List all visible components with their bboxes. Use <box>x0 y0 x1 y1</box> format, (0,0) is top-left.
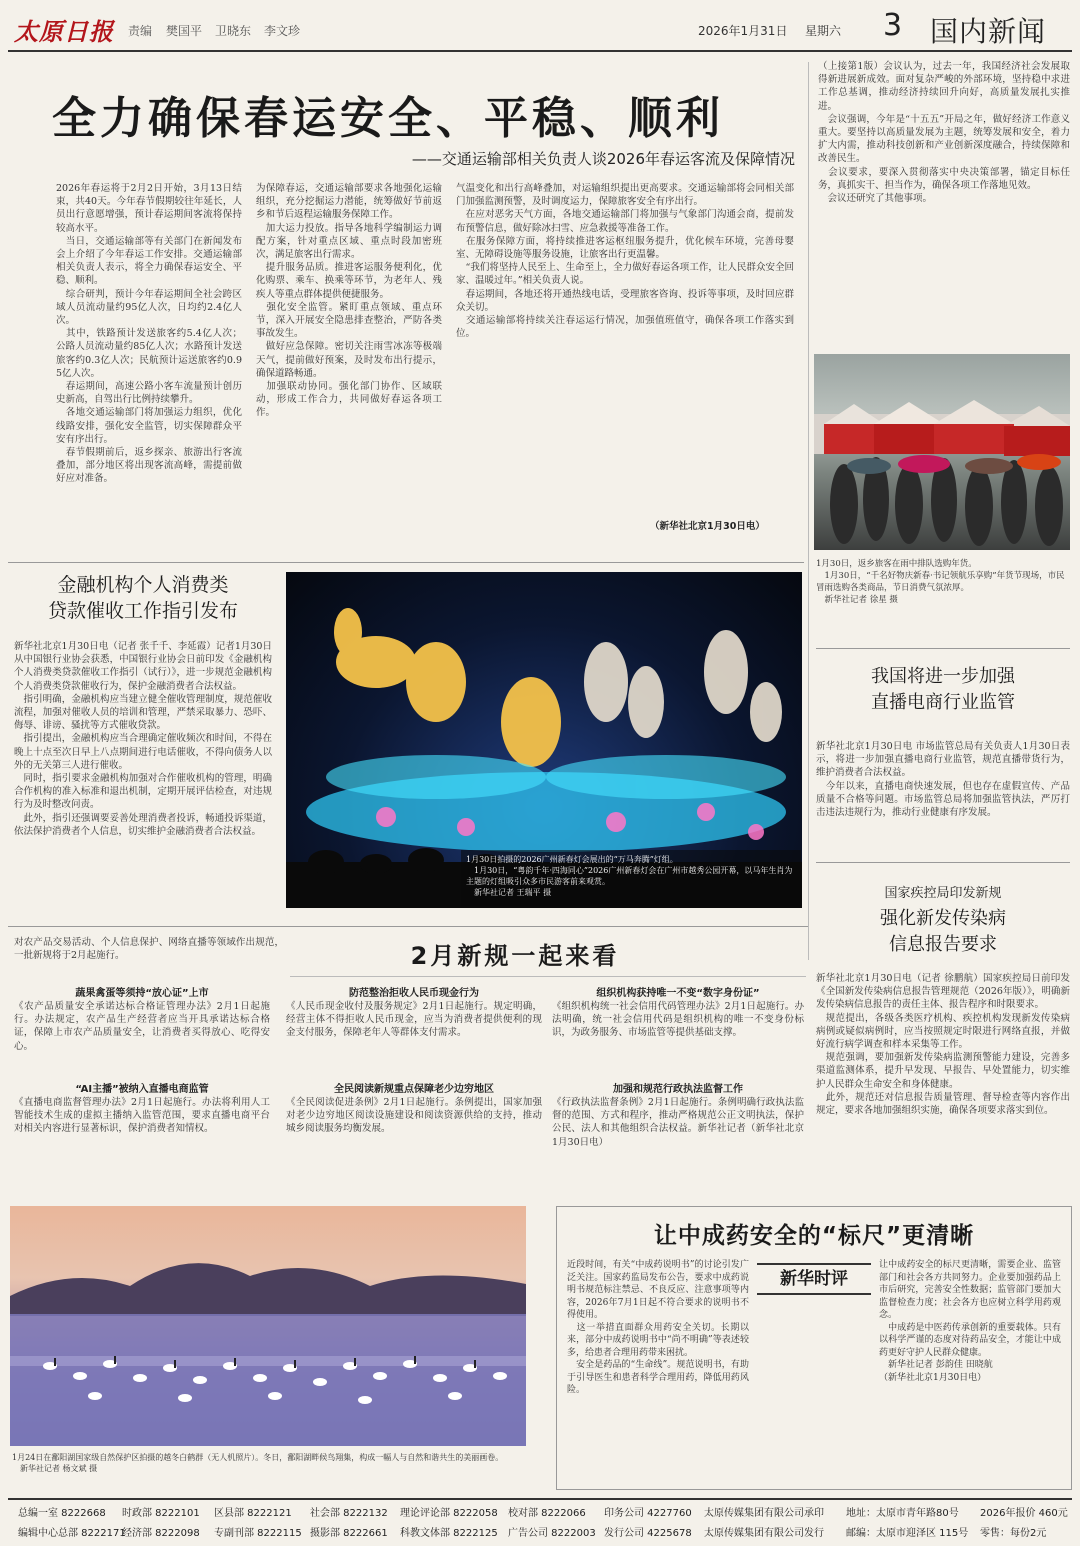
rule-body: 《行政执法监督条例》2月1日起施行。条例明确行政执法监督的范围、方式和程序，推动严格规范公正文明执法，保护公民、法人和其他组织合法权益。新华社记者（新华社北京1月30日电） <box>552 1097 804 1148</box>
issue-weekday: 星期六 <box>805 24 842 38</box>
section-rule <box>8 562 804 563</box>
lead-column: 为保障春运，交通运输部要求各地强化运输组织，充分挖掘运力潜能，统筹做好节前返乡和节后返程运输服务保障工作。 加大运力投放。指导各地科学编制运力调配方案，针对重点区域、重点时段加密班次，满足旅客出行需求。 提升服务品质。推进客运服务便利化，优化购票、乘车、换乘等环节，为老年人、残疾人等重点群体提供便捷服务。 强化安全监管。紧盯重点领域、重点环节，深入开展安全隐患排查整治，严防各类事故发生。 做好应急保障。密切关注雨雪冰冻等极端天气，提前做好预案，及时发布出行提示，确保道路畅通。 加强联动协同。强化部门协作、区域联动，形成工作合力，共同做好春运各项工作。 <box>256 183 442 419</box>
footer-cell: 时政部 8222101 <box>122 1508 200 1519</box>
footer-cell: 区县部 8222121 <box>214 1508 292 1519</box>
editor-name: 李文珍 <box>264 24 301 38</box>
finance-headline: 金融机构个人消费类 贷款催收工作指引发布 <box>47 574 238 622</box>
lead-headline: 全力确保春运安全、平稳、顺利 <box>52 93 724 144</box>
editor-name: 卫晓东 <box>215 24 252 38</box>
photo-illustration <box>10 1206 526 1446</box>
lantern-photo-caption: 1月30日拍摄的2026广州新春灯会展出的“万马奔腾”灯组。 1月30日，“粤韵千年·四海同心”2026广州新春灯会在广州市越秀公园开幕，以马年生肖为主题的灯组吸引众多市民游客前来观赏。 新华社记者 王瑞平 摄 <box>466 855 793 897</box>
commentary-headline: 让中成药安全的“标尺”更清晰 <box>653 1223 975 1249</box>
photo-illustration <box>814 354 1070 550</box>
section-rule <box>816 862 1070 863</box>
commentary-column: 近段时间，有关“中成药说明书”的讨论引发广泛关注。国家药监局发布公告，要求中成药说明书规范标注禁忌、不良反应、注意事项等内容，2026年7月1日起不符合要求的说明书不得使用。 这一举措直面群众用药安全关切。长期以来，部分中成药说明书中“尚不明确”等表述较多，给患者合理用药带来困扰。 安全是药品的“生命线”。规范说明书，有助于引导医生和患者科学合理用药，降低用药风险。 <box>567 1260 749 1395</box>
commentary-tag: 新华时评 <box>757 1263 871 1295</box>
new-rules-headline: 2月新规一起来看 <box>410 942 620 970</box>
newspaper-logo: 太原日报 <box>14 17 114 46</box>
rule-subhead: 防范整治拒收人民币现金行为 <box>349 988 479 999</box>
rule-subhead: 全民阅读新规重点保障老少边穷地区 <box>334 1084 494 1095</box>
rule-body: 《全民阅读促进条例》2月1日起施行。条例提出，国家加强对老少边穷地区阅读设施建设和阅读资源供给的支持，推动城乡阅读服务均衡发展。 <box>286 1097 542 1135</box>
section-rule <box>290 976 806 977</box>
column-divider <box>808 62 809 960</box>
lantern-festival-photo <box>286 572 802 908</box>
lead-subheadline: ——交通运输部相关负责人谈2026年春运客流及保障情况 <box>411 150 795 168</box>
disease-kicker: 国家疾控局印发新规 <box>884 886 1002 901</box>
livestream-headline: 我国将进一步加强 直播电商行业监管 <box>871 666 1015 713</box>
footer-cell: 邮编：太原市迎泽区 115号 <box>846 1528 969 1539</box>
section-rule <box>816 648 1070 649</box>
commentary-column: 让中成药安全的标尺更清晰，需要企业、监管部门和社会各方共同努力。企业要加强药品上市后研究，完善安全性数据；监管部门要加大监督检查力度；社会各方也应树立科学用药观念。 中成药是中医药传承创新的重要载体。只有以科学严谨的态度对待药品安全，才能让中成药更好守护人民群众健康。 新华社记者 彭韵佳 田晓航 （新华社北京1月30日电） <box>879 1260 1061 1383</box>
rule-subhead: 蔬果禽蛋等须持“放心证”上市 <box>75 988 209 999</box>
finance-body: 新华社北京1月30日电（记者 张千千、李延霞）记者1月30日从中国银行业协会获悉，中国银行业协会日前印发《金融机构个人消费类贷款催收工作指引（试行）》，进一步规范金融机构个人消费类贷款催收行为，保护金融消费者合法权益。 指引明确，金融机构应当建立健全催收管理制度，规范催收流程，加强对催收人员的培训和管理，严禁采取暴力、恐吓、侮辱、诽谤、骚扰等方式催收贷款。 指引提出，金融机构应当合理确定催收频次和时间，不得在晚上十点至次日早上八点期间进行电话催收，不得向债务人以外的无关第三人进行催收。 同时，指引要求金融机构加强对合作催收机构的管理，明确合作机构的准入标准和退出机制，定期开展评估检查，对违规行为及时整改问责。 此外，指引还强调要妥善处理消费者投诉，畅通投诉渠道，依法保护消费者个人信息，切实维护金融消费者合法权益。 <box>14 641 272 837</box>
lead-column: 气温变化和出行高峰叠加，对运输组织提出更高要求。交通运输部将会同相关部门加强监测预警，及时调度运力，保障旅客安全有序出行。 在应对恶劣天气方面，各地交通运输部门将加强与气象部门沟通会商，提前发布预警信息，做好除冰扫雪、应急救援等准备工作。 在服务保障方面，将持续推进客运枢纽服务提升，优化候车环境，完善母婴室、无障碍设施等服务设施，让旅客出行更温馨。 “我们将坚持人民至上、生命至上，全力做好春运各项工作，让人民群众安全回家、温暖过年。”相关负责人说。 春运期间，各地还将开通热线电话，受理旅客咨询、投诉等事项，及时回应群众关切。 交通运输部将持续关注春运运行情况，加强值班值守，确保各项工作落实到位。 <box>456 183 794 340</box>
section-rule <box>8 926 808 927</box>
issue-date: 2026年1月31日 <box>698 24 788 38</box>
disease-headline: 强化新发传染病 信息报告要求 <box>880 908 1006 955</box>
rule-body: 《组织机构统一社会信用代码管理办法》2月1日起施行。办法明确，统一社会信用代码是组织机构的唯一不变身份标识，为政务服务、市场监管等提供基础支撑。 <box>552 1001 804 1039</box>
disease-body: 新华社北京1月30日电（记者 徐鹏航）国家疾控局日前印发《全国新发传染病信息报告管理规范（2026年版）》，明确新发传染病信息报告的责任主体、报告程序和时限要求。 规范提出，各级各类医疗机构、疾控机构发现新发传染病病例或疑似病例时，应当按照规定时限进行网络直报，并做好流行病学调查和样本采集等工作。 规范强调，要加强新发传染病监测预警能力建设，完善多渠道监测体系，提升早发现、早报告、早处置能力，切实维护人民群众生命安全和身体健康。 此外，规范还对信息报告质量管理、督导检查等内容作出规定，要求各地加强组织实施，确保各项要求落实到位。 <box>816 973 1070 1117</box>
footer-cell: 理论评论部 8222058 <box>400 1508 498 1519</box>
rule-body: 《农产品质量安全承诺达标合格证管理办法》2月1日起施行。办法规定，农产品生产经营者应当开具承诺达标合格证，保障上市农产品质量安全，让消费者买得放心、吃得安心。 <box>14 1001 270 1052</box>
footer-cell: 2026年报价 460元 <box>980 1508 1068 1519</box>
footer-cell: 社会部 8222132 <box>310 1508 388 1519</box>
section-name: 国内新闻 <box>930 15 1047 48</box>
rule-subhead: 加强和规范行政执法监督工作 <box>613 1084 743 1095</box>
rule-subhead: 组织机构获持唯一不变“数字身份证” <box>596 988 760 999</box>
shoppers-in-rain-photo <box>814 354 1070 550</box>
lead-byline: （新华社北京1月30日电） <box>650 521 765 532</box>
footer-cell: 编辑中心总部 8222171 <box>18 1528 126 1539</box>
footer-cell: 印务公司 4227760 <box>604 1508 692 1519</box>
footer-cell: 总编一室 8222668 <box>18 1508 106 1519</box>
masthead-rule <box>8 50 1072 52</box>
cranes-lake-photo <box>10 1206 526 1446</box>
rule-subhead: “AI主播”被纳入直播电商监管 <box>75 1084 209 1095</box>
footer-cell: 零售：每份2元 <box>980 1528 1047 1539</box>
rule-body: 《直播电商监督管理办法》2月1日起施行。办法将利用人工智能技术生成的虚拟主播纳入监管范围，要求直播电商平台对相关内容进行显著标识，保护消费者知情权。 <box>14 1097 270 1135</box>
livestream-body: 新华社北京1月30日电 市场监管总局有关负责人1月30日表示，将进一步加强直播电商行业监管，规范直播带货行为，维护消费者合法权益。 今年以来，直播电商快速发展，但也存在虚假宣传、产品质量不合格等问题。市场监管总局将加强监管执法，严厉打击违法违规行为，推动行业健康有序发展。 <box>816 741 1070 819</box>
rule-body: 《人民币现金收付及服务规定》2月1日起施行。规定明确，经营主体不得拒收人民币现金，应当为消费者提供便利的现金支付服务，保障老年人等群体支付需求。 <box>286 1001 542 1039</box>
lead-continued-column: （上接第1版）会议认为，过去一年，我国经济社会发展取得新进展新成效。面对复杂严峻的外部环境，坚持稳中求进工作总基调，推动经济持续回升向好，高质量发展扎实推进。 会议强调，今年是“十五五”开局之年，做好经济工作意义重大。要坚持以高质量发展为主题，统筹发展和安全，着力扩大内需，推动科技创新和产业创新深度融合，持续保障和改善民生。 会议要求，要深入贯彻落实中央决策部署，锚定目标任务，真抓实干、担当作为，确保各项工作落地见效。 会议还研究了其他事项。 <box>818 61 1070 205</box>
footer-cell: 发行公司 4225678 <box>604 1528 692 1539</box>
rain-photo-caption: 1月30日，返乡旅客在雨中排队选购年货。 1月30日，“千名好物庆新春·书记领航乐享购”年货节现场，市民冒雨选购各类商品，节日消费气氛浓厚。 新华社记者 徐星 摄 <box>816 559 1065 605</box>
footer-rule <box>8 1498 1072 1500</box>
footer-cell: 科教文体部 8222125 <box>400 1528 498 1539</box>
page-number: 3 <box>883 8 903 43</box>
masthead <box>0 0 1080 52</box>
footer-cell: 地址：太原市青年路80号 <box>846 1508 959 1519</box>
footer-cell: 太原传媒集团有限公司承印 <box>704 1508 824 1519</box>
editor-label: 责编 <box>128 24 153 38</box>
footer-contacts <box>0 1502 1080 1546</box>
footer-cell: 太原传媒集团有限公司发行 <box>704 1528 824 1539</box>
footer-cell: 经济部 8222098 <box>122 1528 200 1539</box>
new-rules-intro: 对农产品交易活动、个人信息保护、网络直播等领域作出规范，一批新规将于2月起施行。 <box>14 937 284 962</box>
footer-cell: 摄影部 8222661 <box>310 1528 388 1539</box>
footer-cell: 专副刊部 8222115 <box>214 1528 302 1539</box>
footer-cell: 校对部 8222066 <box>508 1508 586 1519</box>
editor-name: 樊国平 <box>166 24 203 38</box>
footer-cell: 广告公司 8222003 <box>508 1528 596 1539</box>
commentary-box <box>556 1206 1072 1490</box>
cranes-photo-caption: 1月24日在鄱阳湖国家级自然保护区拍摄的越冬白鹤群（无人机照片）。冬日，鄱阳湖畔候鸟翔集，构成一幅人与自然和谐共生的美丽画卷。 新华社记者 杨文斌 摄 <box>12 1453 504 1473</box>
lead-column: 2026年春运将于2月2日开始，3月13日结束，共40天。今年春节假期较往年延长，人员出行意愿增强，预计春运期间客流将保持较高水平。 当日，交通运输部等有关部门在新闻发布会上介绍了今年春运工作安排。交通运输部相关负责人表示，将全力确保春运安全、平稳、顺利。 综合研判，预计今年春运期间全社会跨区域人员流动量约95亿人次，日均约2.4亿人次。 其中，铁路预计发送旅客约5.4亿人次；公路人员流动量约85亿人次；水路预计发送旅客约0.3亿人次；民航预计运送旅客约0.95亿人次。 春运期间，高速公路小客车流量预计创历史新高，自驾出行比例持续攀升。 各地交通运输部门将加强运力组织，优化线路安排，强化安全监管，切实保障群众平安有序出行。 春节假期前后，返乡探亲、旅游出行客流叠加，部分地区将出现客流高峰，需提前做好应对准备。 <box>56 183 242 485</box>
